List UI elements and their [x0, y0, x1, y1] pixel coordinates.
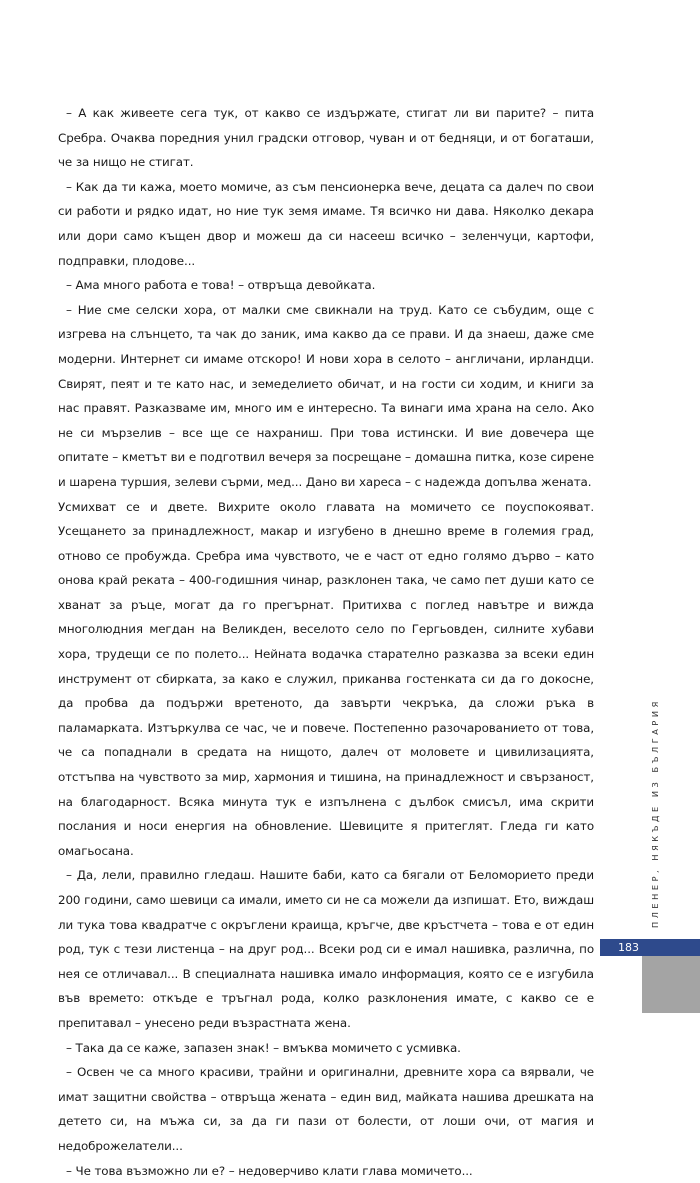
paragraph: – Така да се каже, запазен знак! – вмъква момичето с усмивка.: [66, 1040, 461, 1055]
paragraph: – Освен че са много красиви, трайни и оригинални, древните хора са вярвали, че имат защитни свойства – отвръща жената – един вид, майката нашива дрешката на детето си, на мъжа си, за да ги пази от болести, от лоши очи, от магия и недоброжелатели...: [58, 1065, 594, 1153]
page-number: 183: [618, 941, 639, 954]
paragraph: Усмихват се и двете. Вихрите около главата на момичето се поуспокояват. Усещането за принадлежност, макар и изгубено в днешно време в големия град, отново се пробужда. Сребра има чувството, че е част от едно голямо дърво – като онова край реката – 400-годишния чинар, разклонен така, че само пет души като се хванат за ръце, могат да го прегърнат. Притихва с поглед навътре и вижда многолюдния мегдан на Великден, веселото село по Гергьовден, силните хубави хора, трудещи се по полето... Нейната водачка старателно разказва за всеки един инструмент от сбирката, за како е служил, приканва гостенката си да го докосне, да пробва да подържи вретеното, да завърти чекръка, да сложи ръка в паламарката. Изтъркулва се час, че и повече. Постепенно разочарованието от това, че са попаднали в средата на нищото, далеч от моловете и цивилизацията, отстъпва на чувството за мир, хармония и тишина, на принадлежност и свързаност, на благодарност. Всяка минута тук е изпълнена с дълбок смисъл, има скрити послания и носи енергия на обновление. Шевиците я притеглят. Гледа ги като омагьосана.: [58, 499, 594, 858]
paragraph: – Ама много работа е това! – отвръща девойката.: [66, 278, 376, 293]
paragraph: – Ние сме селски хора, от малки сме свикнали на труд. Като се събудим, още с изгрева на слънцето, та чак до заник, има какво да се прави. И да знаеш, даже сме модерни. Интернет си имаме отскоро! И нови хора в селото – англичани, ирландци. Свирят, пеят и те като нас, и земеделието обичат, и на гости си ходим, и книги за нас правят. Разказваме им, много им е интересно. Та винаги има храна на село. Ако не си мързелив – все ще се нахраниш. При това истински. И вие довечера ще опитате – кметът ви е подготвил вечеря за посрещане – домашна питка, козе сирене и шарена туршия, зелеви сърми, мед... Дано ви хареса – с надежда допълва жената.: [58, 302, 594, 489]
paragraph: – Как да ти кажа, моето момиче, аз съм пенсионерка вече, децата са далеч по свои си работи и рядко идат, но ние тук земя имаме. Тя всичко ни дава. Няколко декара или дори само къщен двор и можеш да си насееш всичко – зеленчуци, картофи, подправки, плодове...: [58, 179, 594, 268]
page-number-band: [600, 939, 700, 956]
body-text: [58, 101, 594, 1183]
corner-grey-block: [642, 956, 700, 1013]
paragraph: – А как живеете сега тук, от какво се издържате, стигат ли ви парите? – пита Сребра. Очаква поредния унил градски отговор, чуван и от бедняци, и от богаташи, че за нищо не стигат.: [58, 106, 594, 170]
paragraph: – Че това възможно ли е? – недоверчиво клати глава момичето...: [66, 1163, 473, 1178]
paragraph: – Да, лели, правилно гледаш. Нашите баби, като са бягали от Беломорието преди 200 години, само шевици са имали, името си не са можели да изпишат. Ето, виждаш ли тука това квадратче с окръглени краища, кръгче, две кръстчета – това е от един род, тук с тези листенца – на друг род... Всеки род си е имал нашивка, различна, по нея се отличавал... В специалната нашивка имало информация, която се е изгубила във времето: откъде е тръгнал рода, колко разклонения имате, с какво се е препитавал – унесено реди възрастната жена.: [58, 868, 594, 1030]
running-title-vertical: ПЛЕНЕР, НЯКЪДЕ ИЗ БЪЛГАРИЯ: [650, 698, 660, 928]
